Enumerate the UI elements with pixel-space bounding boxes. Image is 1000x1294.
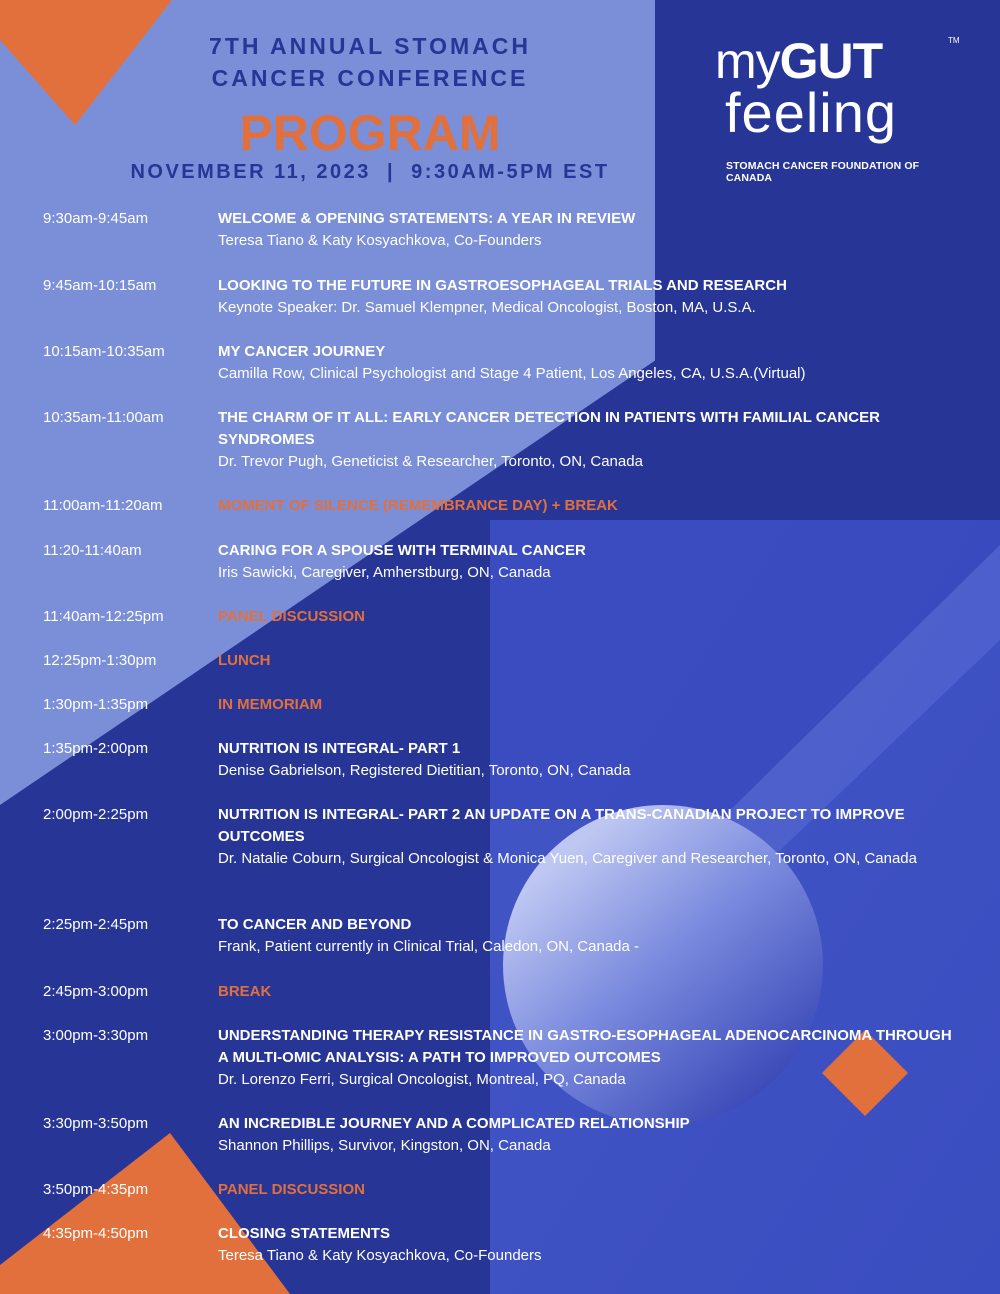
session-detail: Iris Sawicki, Caregiver, Amherstburg, ON, Canada [218, 564, 551, 581]
session-title: UNDERSTANDING THERAPY RESISTANCE IN GASTRO-ESOPHAGEAL ADENOCARCINOMA THROUGH A MULTI-OMIC ANALYSIS: A PATH TO IMPROVED OUTCOMES [218, 1027, 952, 1066]
session-title: AN INCREDIBLE JOURNEY AND A COMPLICATED RELATIONSHIP [218, 1115, 690, 1132]
session-time: 10:15am-10:35am [43, 343, 165, 360]
event-date: NOVEMBER 11, 2023 | 9:30AM-5PM EST [130, 161, 610, 183]
conference-title [160, 30, 580, 94]
session-detail: Teresa Tiano & Katy Kosyachkova, Co-Founders [218, 1247, 542, 1264]
logo-subtitle: STOMACH CANCER FOUNDATION OF CANADA [726, 160, 920, 184]
logo-my: my [715, 33, 780, 89]
logo-tm: TM [948, 36, 960, 45]
session-time: 3:00pm-3:30pm [43, 1027, 149, 1044]
session-title: CLOSING STATEMENTS [218, 1225, 390, 1242]
session-time: 11:20-11:40am [43, 542, 142, 559]
session-title: THE CHARM OF IT ALL: EARLY CANCER DETECTION IN PATIENTS WITH FAMILIAL CANCER SYNDROMES [218, 409, 880, 448]
session-time: 1:30pm-1:35pm [43, 696, 149, 713]
session-time: 2:00pm-2:25pm [43, 806, 149, 823]
session-time: 9:30am-9:45am [43, 210, 149, 227]
session-title: NUTRITION IS INTEGRAL- PART 2 AN UPDATE ON A TRANS-CANADIAN PROJECT TO IMPROVE OUTCOMES [218, 806, 905, 845]
session-time: 11:40am-12:25pm [43, 608, 164, 625]
session-time: 10:35am-11:00am [43, 409, 164, 426]
program-heading: PROGRAM [239, 105, 501, 161]
conference-title-line2: CANCER CONFERENCE [211, 65, 529, 91]
session-detail: Dr. Lorenzo Ferri, Surgical Oncologist, Montreal, PQ, Canada [218, 1071, 626, 1088]
session-title: IN MEMORIAM [218, 696, 323, 713]
session-detail: Shannon Phillips, Survivor, Kingston, ON, Canada [218, 1137, 551, 1154]
session-title: MY CANCER JOURNEY [218, 343, 386, 360]
session-detail: Denise Gabrielson, Registered Dietitian, Toronto, ON, Canada [218, 762, 631, 779]
session-time: 2:25pm-2:45pm [43, 916, 149, 933]
conference-title-line1: 7TH ANNUAL STOMACH [209, 33, 531, 59]
session-time: 3:50pm-4:35pm [43, 1181, 149, 1198]
session-title: CARING FOR A SPOUSE WITH TERMINAL CANCER [218, 542, 586, 559]
logo-feeling: feeling [725, 81, 898, 144]
session-detail: Keynote Speaker: Dr. Samuel Klempner, Medical Oncologist, Boston, MA, U.S.A. [218, 299, 756, 316]
session-title: NUTRITION IS INTEGRAL- PART 1 [218, 740, 461, 757]
session-detail: Camilla Row, Clinical Psychologist and Stage 4 Patient, Los Angeles, CA, U.S.A.(Virtual) [218, 365, 806, 382]
session-time: 2:45pm-3:00pm [43, 983, 149, 1000]
session-time: 1:35pm-2:00pm [43, 740, 149, 757]
session-title: PANEL DISCUSSION [218, 608, 365, 625]
logo-gut: GUT [779, 33, 883, 89]
session-detail: Dr. Trevor Pugh, Geneticist & Researcher, Toronto, ON, Canada [218, 453, 643, 470]
mygutfeeling-logo [715, 33, 965, 184]
session-title: MOMENT OF SILENCE (REMEMBRANCE DAY) + BREAK [218, 497, 618, 514]
session-time: 9:45am-10:15am [43, 277, 157, 294]
session-title: LOOKING TO THE FUTURE IN GASTROESOPHAGEAL TRIALS AND RESEARCH [218, 277, 787, 294]
session-title: LUNCH [218, 652, 271, 669]
session-time: 3:30pm-3:50pm [43, 1115, 149, 1132]
session-title: BREAK [218, 983, 272, 1000]
session-title: TO CANCER AND BEYOND [218, 916, 412, 933]
session-title: PANEL DISCUSSION [218, 1181, 365, 1198]
session-detail: Dr. Natalie Coburn, Surgical Oncologist & Monica Yuen, Caregiver and Researcher, Toronto, ON, Canada [218, 850, 917, 867]
session-time: 4:35pm-4:50pm [43, 1225, 149, 1242]
session-time: 12:25pm-1:30pm [43, 652, 157, 669]
session-detail: Frank, Patient currently in Clinical Trial, Caledon, ON, Canada - [218, 938, 640, 955]
session-title: WELCOME & OPENING STATEMENTS: A YEAR IN REVIEW [218, 210, 636, 227]
session-detail: Teresa Tiano & Katy Kosyachkova, Co-Founders [218, 232, 542, 249]
session-time: 11:00am-11:20am [43, 497, 163, 514]
